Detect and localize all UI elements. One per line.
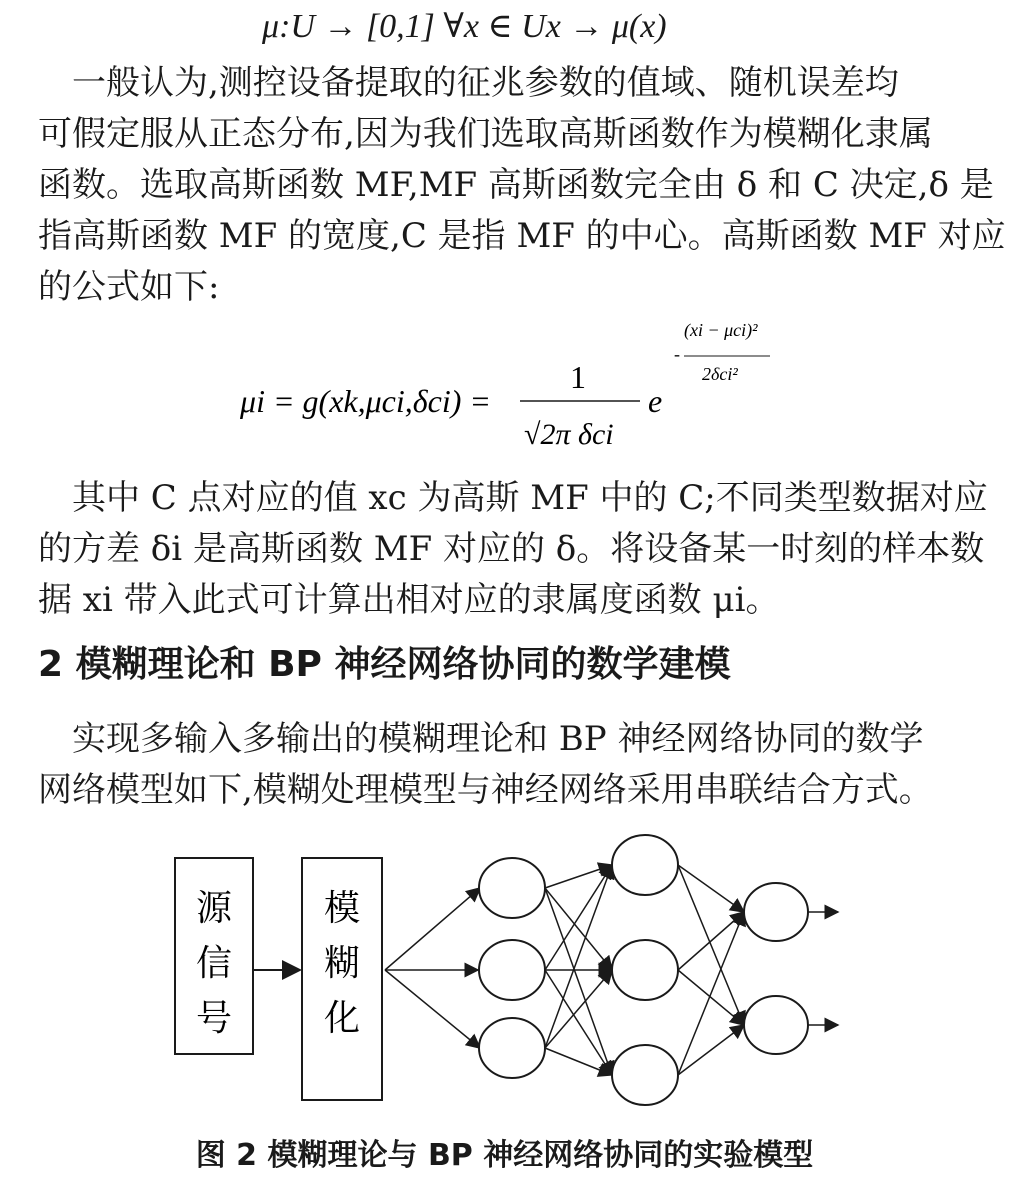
exponent-minus: - <box>674 344 680 364</box>
box2-char: 糊 <box>323 943 361 983</box>
paragraph-line: 其中 C 点对应的值 xc 为高斯 MF 中的 C;不同类型数据对应 <box>38 478 988 518</box>
exponent-numerator: (xi − μci)² <box>684 320 758 340</box>
paragraph-line: 指高斯函数 MF 的宽度,C 是指 MF 的中心。高斯函数 MF 对应 <box>38 216 1006 256</box>
box2-char: 化 <box>323 998 361 1038</box>
hidden-neuron <box>612 835 678 895</box>
output-neuron <box>744 883 808 941</box>
formula-denominator: √2π δci <box>524 418 614 451</box>
paragraph-line: 可假定服从正态分布,因为我们选取高斯函数作为模糊化隶属 <box>38 114 933 154</box>
paragraph-line: 网络模型如下,模糊处理模型与神经网络采用串联结合方式。 <box>38 770 933 810</box>
paragraph-line: 实现多输入多输出的模糊理论和 BP 神经网络协同的数学 <box>38 719 924 759</box>
figure-caption: 图 2 模糊理论与 BP 神经网络协同的实验模型 <box>195 1138 814 1173</box>
paragraph-line: 据 xi 带入此式可计算出相对应的隶属度函数 μi。 <box>38 580 780 620</box>
box1-char: 信 <box>195 943 233 983</box>
output-neuron <box>744 996 808 1054</box>
paragraph-line: 的公式如下: <box>38 267 220 307</box>
input-neuron <box>479 858 545 918</box>
hidden-neuron <box>612 940 678 1000</box>
formula-e: e <box>648 383 663 419</box>
box2-char: 模 <box>323 888 361 928</box>
box1-char: 源 <box>195 888 233 928</box>
paragraph-line: 的方差 δi 是高斯函数 MF 对应的 δ。将设备某一时刻的样本数 <box>38 529 985 569</box>
section-heading: 2 模糊理论和 BP 神经网络协同的数学建模 <box>38 644 731 685</box>
hidden-neuron <box>612 1045 678 1105</box>
paragraph-line: 一般认为,测控设备提取的征兆参数的值域、随机误差均 <box>38 63 899 103</box>
formula-lhs: μi = g(xk,μci,δci) = <box>240 383 491 419</box>
input-neuron <box>479 1018 545 1078</box>
exponent-denominator: 2δci² <box>702 364 738 384</box>
formula-numerator: 1 <box>570 359 586 395</box>
paragraph-line: 函数。选取高斯函数 MF,MF 高斯函数完全由 δ 和 C 决定,δ 是 <box>38 165 994 205</box>
input-neuron <box>479 940 545 1000</box>
network-figure <box>0 820 1009 1130</box>
box1-char: 号 <box>195 998 233 1038</box>
gaussian-formula <box>240 312 800 472</box>
membership-formula: μ:U → [0,1] ∀x ∈ Ux → μ(x) <box>262 8 667 45</box>
